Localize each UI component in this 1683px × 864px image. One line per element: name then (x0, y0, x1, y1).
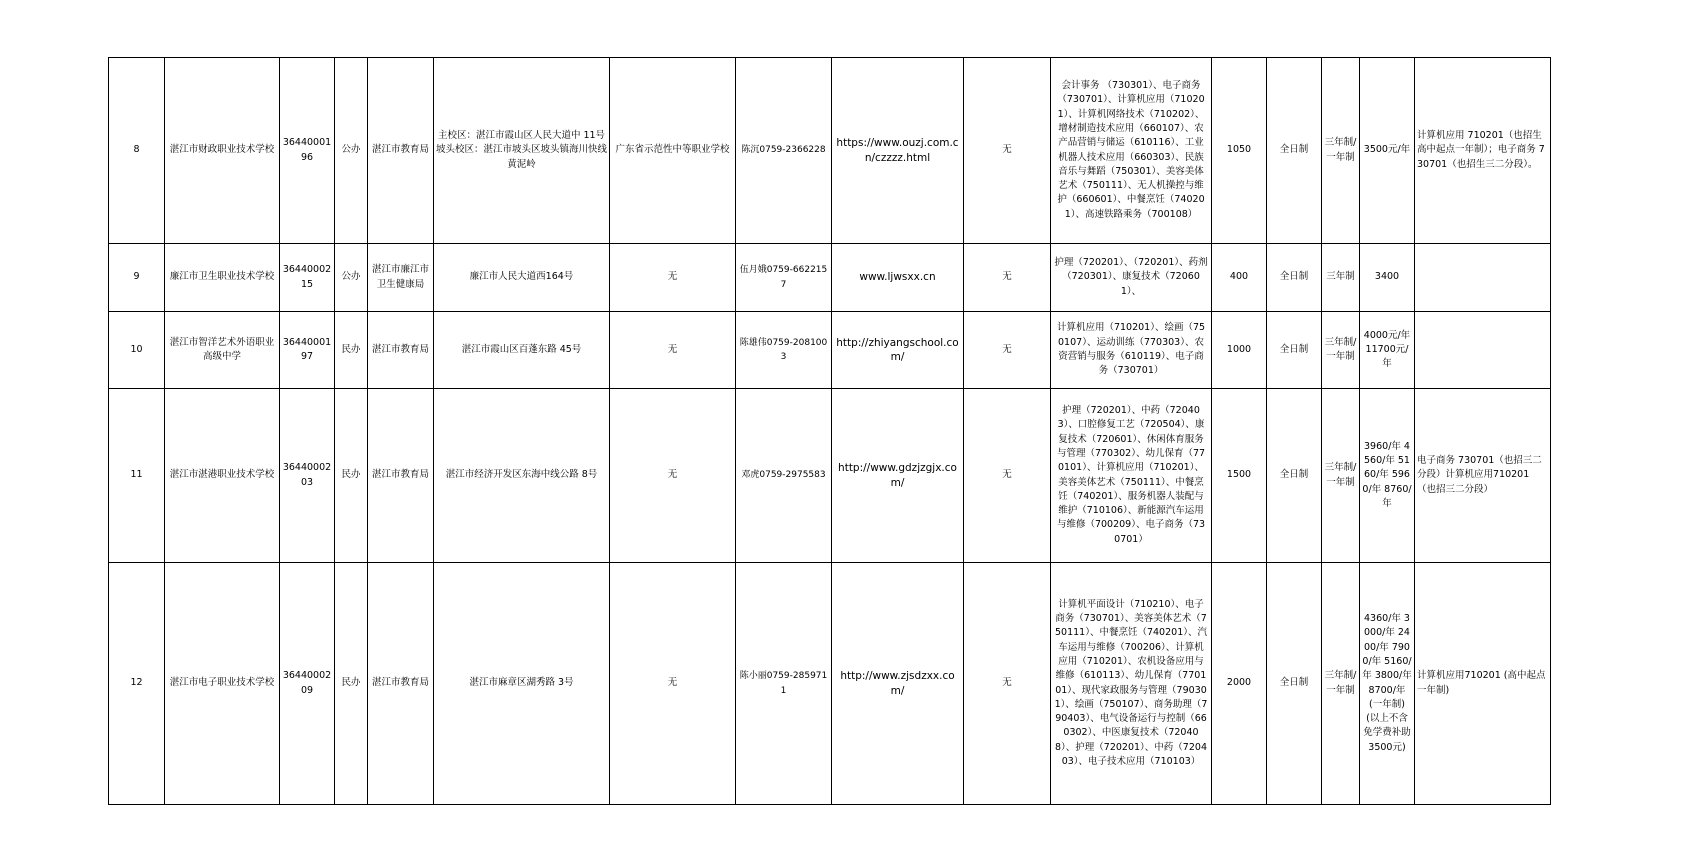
cell-website: www.ljwsxx.cn (832, 244, 964, 312)
cell-address: 廉江市人民大道西164号 (434, 244, 610, 312)
cell-address: 主校区：湛江市霞山区人民大道中 11号 坡头校区：湛江市坡头区坡头镇海川快线黄泥岭 (434, 58, 610, 244)
cell-contact: 陈沉0759-2366228 (736, 58, 832, 244)
cell-contact: 陈雄伟0759-2081003 (736, 312, 832, 389)
cell-plan: 1500 (1212, 389, 1267, 563)
cell-note (1415, 244, 1551, 312)
cell-address: 湛江市麻章区湖秀路 3号 (434, 563, 610, 805)
table-row (109, 244, 1551, 312)
cell-note (1415, 312, 1551, 389)
cell-school-name: 廉江市卫生职业技术学校 (165, 244, 280, 312)
cell-no: 10 (109, 312, 165, 389)
cell-school-type: 民办 (335, 312, 368, 389)
cell-website: http://www.zjsdzxx.com/ (832, 563, 964, 805)
cell-form: 全日制 (1267, 312, 1322, 389)
cell-website: https://www.ouzj.com.cn/czzzz.html (832, 58, 964, 244)
cell-plan: 400 (1212, 244, 1267, 312)
cell-form: 全日制 (1267, 244, 1322, 312)
cell-school-name: 湛江市财政职业技术学校 (165, 58, 280, 244)
cell-majors: 计算机平面设计（710210）、电子商务（730701）、美容美体艺术（750111）、中餐烹饪（740201）、汽车运用与维修（700206）、计算机应用（710201）、农机设备应用与维修（610113）、幼儿保育（770101）、现代家政服务与管理（790301）、绘画（750107）、商务助理（790403）、电气设备运行与控制（660302）、中医康复技术（720408）、护理（720201）、中药（720403）、电子技术应用（710103） (1051, 563, 1212, 805)
cell-authority: 湛江市廉江市卫生健康局 (368, 244, 434, 312)
cell-no: 12 (109, 563, 165, 805)
cell-fee: 3500元/年 (1360, 58, 1415, 244)
cell-note: 电子商务 730701（也招三二分段）计算机应用710201（也招三二分段） (1415, 389, 1551, 563)
cell-school-type: 民办 (335, 389, 368, 563)
cell-authority: 湛江市教育局 (368, 312, 434, 389)
cell-length: 三年制/一年制 (1322, 389, 1360, 563)
table-row (109, 563, 1551, 805)
cell-note: 计算机应用 710201（也招生高中起点一年制）；电子商务 730701（也招生三二分段）。 (1415, 58, 1551, 244)
cell-school-name: 湛江市湛港职业技术学校 (165, 389, 280, 563)
cell-other: 无 (964, 389, 1051, 563)
cell-length: 三年制/一年制 (1322, 58, 1360, 244)
cell-form: 全日制 (1267, 389, 1322, 563)
cell-no: 11 (109, 389, 165, 563)
cell-school-code: 3644000203 (280, 389, 335, 563)
cell-honor: 无 (610, 244, 736, 312)
cell-authority: 湛江市教育局 (368, 58, 434, 244)
cell-fee: 3400 (1360, 244, 1415, 312)
cell-other: 无 (964, 563, 1051, 805)
cell-school-type: 公办 (335, 58, 368, 244)
cell-honor: 无 (610, 312, 736, 389)
cell-other: 无 (964, 244, 1051, 312)
cell-honor: 无 (610, 389, 736, 563)
cell-authority: 湛江市教育局 (368, 389, 434, 563)
cell-fee: 4360/年 3000/年 2400/年 7900/年 5160/年 3800/年 8700/年 (一年制) (以上不含免学费补助3500元) (1360, 563, 1415, 805)
cell-majors: 护理（720201）、（720201）、药剂（720301）、康复技术（720601）、 (1051, 244, 1212, 312)
cell-address: 湛江市霞山区百蓬东路 45号 (434, 312, 610, 389)
cell-plan: 1050 (1212, 58, 1267, 244)
cell-authority: 湛江市教育局 (368, 563, 434, 805)
cell-school-code: 3644000196 (280, 58, 335, 244)
cell-form: 全日制 (1267, 563, 1322, 805)
cell-majors: 护理（720201）、中药（720403）、口腔修复工艺（720504）、康复技术（720601）、休闲体育服务与管理（770302）、幼儿保育（770101）、计算机应用（710201）、美容美体艺术（750111）、中餐烹饪（740201）、服务机器人装配与维护（710106）、新能源汽车运用与维修（700209）、电子商务（730701） (1051, 389, 1212, 563)
cell-length: 三年制 (1322, 244, 1360, 312)
cell-form: 全日制 (1267, 58, 1322, 244)
cell-school-type: 民办 (335, 563, 368, 805)
table-row (109, 389, 1551, 563)
cell-school-name: 湛江市智洋艺术外语职业高级中学 (165, 312, 280, 389)
cell-length: 三年制/一年制 (1322, 563, 1360, 805)
cell-school-code: 3644000197 (280, 312, 335, 389)
school-table (108, 57, 1551, 805)
cell-other: 无 (964, 312, 1051, 389)
cell-website: http://zhiyangschool.com/ (832, 312, 964, 389)
cell-note: 计算机应用710201 (高中起点一年制) (1415, 563, 1551, 805)
cell-honor: 广东省示范性中等职业学校 (610, 58, 736, 244)
cell-contact: 伍月娥0759-6622157 (736, 244, 832, 312)
cell-honor: 无 (610, 563, 736, 805)
table-row (109, 312, 1551, 389)
cell-no: 8 (109, 58, 165, 244)
table-row (109, 58, 1551, 244)
cell-website: http://www.gdzjzgjx.com/ (832, 389, 964, 563)
cell-fee: 3960/年 4560/年 5160/年 5960/年 8760/年 (1360, 389, 1415, 563)
cell-school-name: 湛江市电子职业技术学校 (165, 563, 280, 805)
cell-plan: 2000 (1212, 563, 1267, 805)
cell-other: 无 (964, 58, 1051, 244)
cell-fee: 4000元/年 11700元/年 (1360, 312, 1415, 389)
cell-school-code: 3644000209 (280, 563, 335, 805)
cell-plan: 1000 (1212, 312, 1267, 389)
cell-majors: 会计事务 （730301）、电子商务（730701）、计算机应用（710201）、计算机网络技术（710202）、增材制造技术应用（660107）、农产品营销与储运（610116）、工业机器人技术应用（660303）、民族音乐与舞蹈（750301）、美容美体艺术（750111）、无人机操控与维护（660601）、中餐烹饪（740201）、高速铁路乘务（700108） (1051, 58, 1212, 244)
cell-contact: 邓虎0759-2975583 (736, 389, 832, 563)
cell-school-type: 公办 (335, 244, 368, 312)
cell-contact: 陈小丽0759-2859711 (736, 563, 832, 805)
cell-length: 三年制/一年制 (1322, 312, 1360, 389)
cell-no: 9 (109, 244, 165, 312)
cell-address: 湛江市经济开发区东海中线公路 8号 (434, 389, 610, 563)
cell-school-code: 3644000215 (280, 244, 335, 312)
cell-majors: 计算机应用（710201）、绘画（750107）、运动训练（770303）、农资营销与服务（610119）、电子商务（730701） (1051, 312, 1212, 389)
